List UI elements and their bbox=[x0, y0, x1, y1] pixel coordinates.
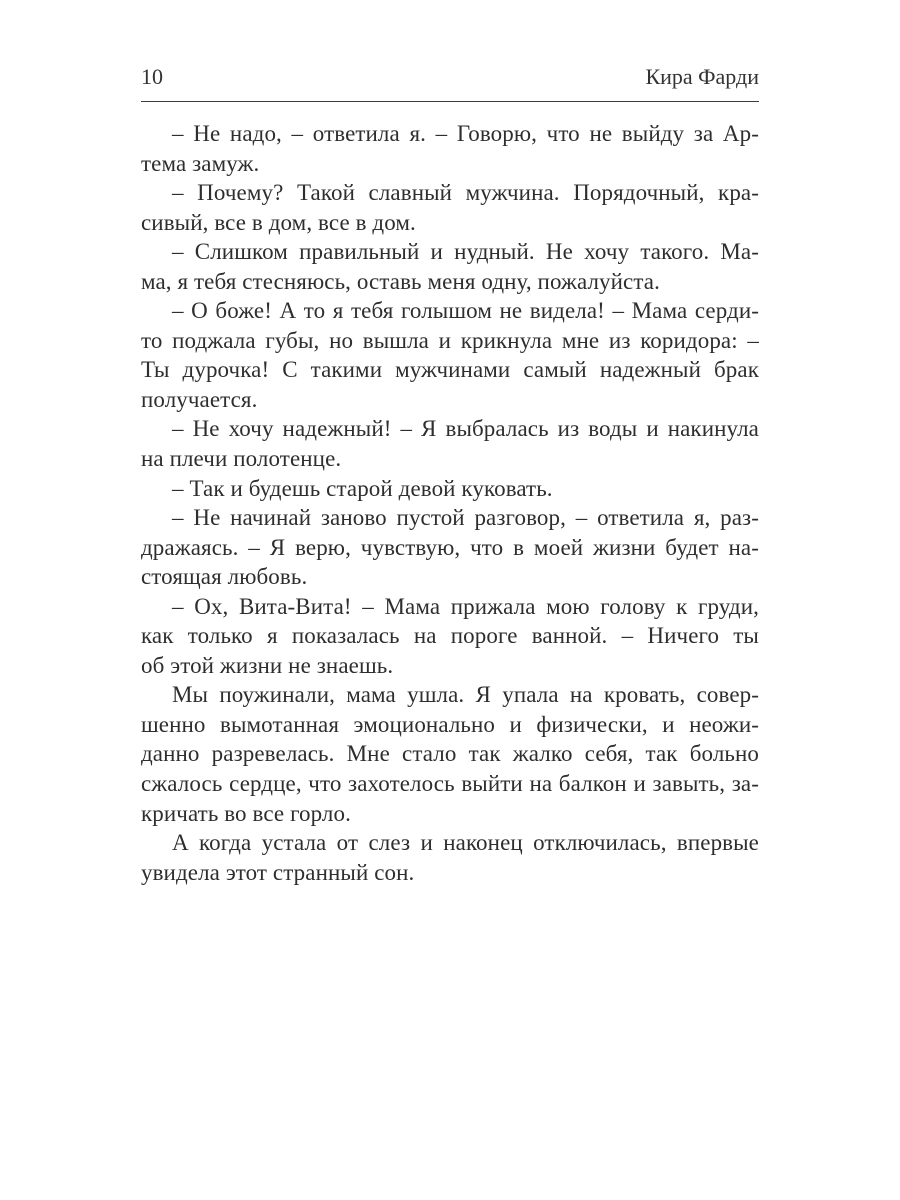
page-text bbox=[141, 119, 759, 887]
text-line: – Не начинай заново пустой разговор, – ответила я, раз- bbox=[172, 505, 759, 531]
running-head-author: Кира Фарди bbox=[645, 64, 759, 89]
header-rule bbox=[141, 101, 759, 102]
text-line: получается. bbox=[141, 386, 258, 412]
text-line: увидела этот странный сон. bbox=[141, 859, 415, 885]
page-content bbox=[141, 64, 759, 887]
text-line: то поджала губы, но вышла и крикнула мне из коридора: – bbox=[141, 327, 759, 353]
text-line: Ты дурочка! С такими мужчинами самый надежный брак bbox=[141, 357, 759, 383]
text-line: сивый, все в дом, все в дом. bbox=[141, 209, 416, 235]
text-line: как только я показалась на пороге ванной. – Ничего ты bbox=[141, 623, 759, 649]
text-line: дражаясь. – Я верю, чувствую, что в моей жизни будет на- bbox=[141, 534, 759, 560]
text-line: ма, я тебя стесняюсь, оставь меня одну, пожалуйста. bbox=[141, 268, 660, 294]
text-line: – Почему? Такой славный мужчина. Порядочный, кра- bbox=[172, 180, 759, 206]
text-line: шенно вымотанная эмоционально и физически, и неожи- bbox=[141, 711, 759, 737]
text-line: – Слишком правильный и нудный. Не хочу такого. Ма- bbox=[172, 239, 759, 265]
text-line: на плечи полотенце. bbox=[141, 446, 342, 472]
text-line: об этой жизни не знаешь. bbox=[141, 652, 394, 678]
text-line: – Ох, Вита-Вита! – Мама прижала мою голову к груди, bbox=[172, 593, 759, 619]
text-line: – Так и будешь старой девой куковать. bbox=[172, 475, 553, 501]
text-line: тема замуж. bbox=[141, 150, 260, 176]
running-header bbox=[141, 64, 759, 90]
text-line: данно разревелась. Мне стало так жалко себя, так больно bbox=[141, 741, 759, 767]
text-line: А когда устала от слез и наконец отключилась, впервые bbox=[172, 830, 759, 856]
text-line: кричать во все горло. bbox=[141, 800, 351, 826]
text-line: – О боже! А то я тебя голышом не видела! – Мама серди- bbox=[172, 298, 759, 324]
text-line: – Не надо, – ответила я. – Говорю, что не выйду за Ар- bbox=[172, 121, 759, 146]
page-number: 10 bbox=[141, 64, 163, 89]
text-line: сжалось сердце, что захотелось выйти на балкон и завыть, за- bbox=[141, 771, 759, 797]
text-line: Мы поужинали, мама ушла. Я упала на кровать, совер- bbox=[172, 682, 759, 708]
text-line: – Не хочу надежный! – Я выбралась из воды и накинула bbox=[172, 416, 759, 442]
text-line: стоящая любовь. bbox=[141, 564, 308, 590]
